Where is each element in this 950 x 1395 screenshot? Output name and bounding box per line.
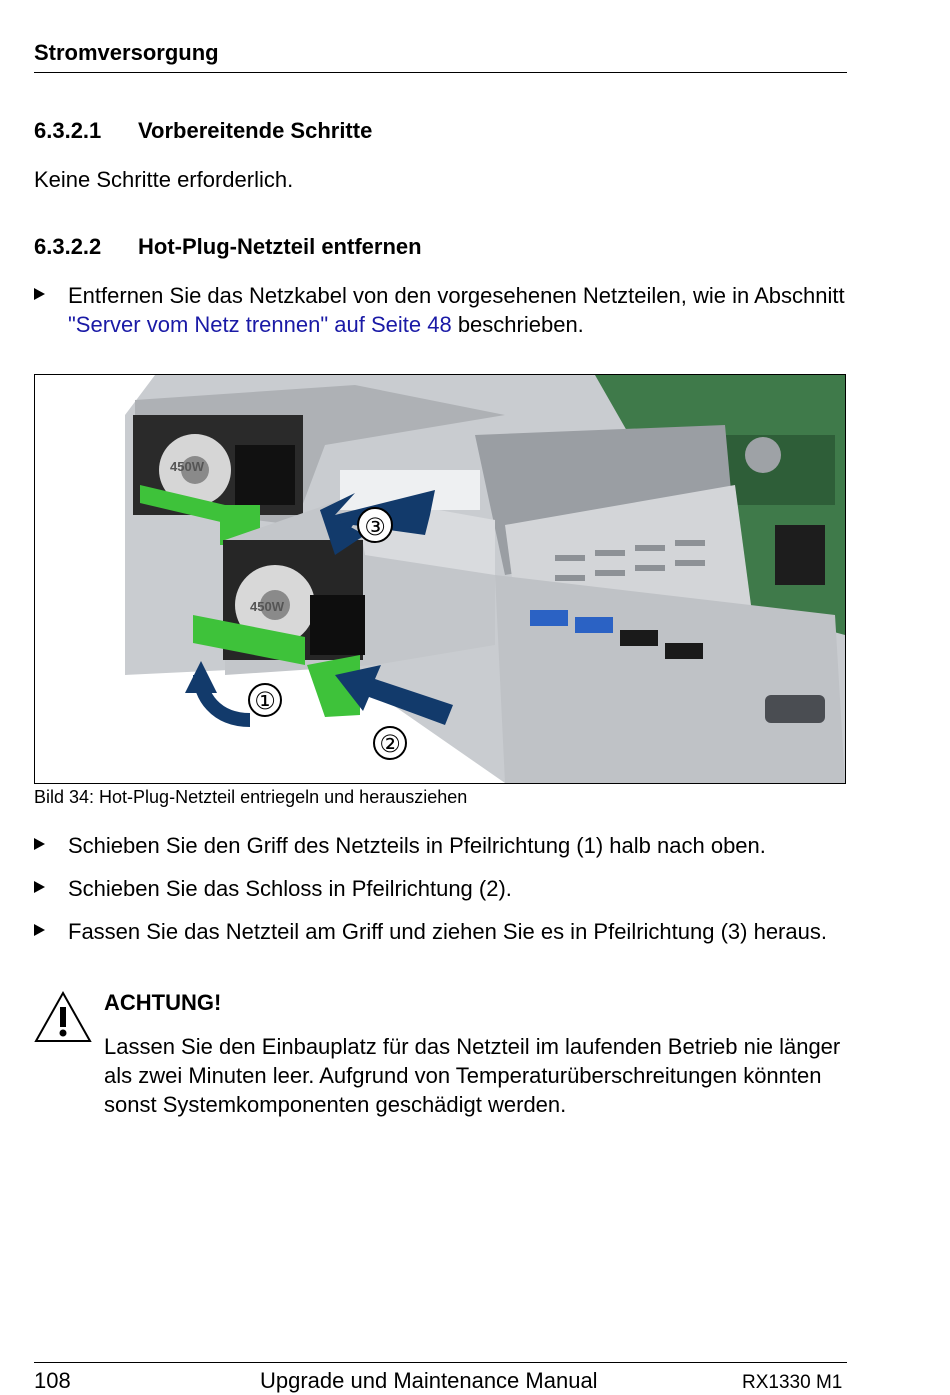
step-pull-out [34,917,846,946]
figure-psu-removal [34,374,846,784]
footer-model: RX1330 M1 [742,1372,843,1393]
step-handle-up [34,831,846,860]
cmos-battery [745,437,781,473]
cross-reference-link[interactable]: "Server vom Netz trennen" auf Seite 48 [68,312,452,337]
step-remove-cable [34,281,846,339]
usb-port [575,617,613,633]
usb-port [620,630,658,646]
step-text: Schieben Sie das Schloss in Pfeilrichtung (2). [68,876,512,901]
psu-rating-label: 450W [250,599,284,614]
section-text: Keine Schritte erforderlich. [34,167,294,192]
section-title: Vorbereitende Schritte [138,118,373,143]
step-text: Fassen Sie das Netzteil am Griff und ziehen Sie es in Pfeilrichtung (3) heraus. [68,919,827,944]
callout-2-label: ② [379,730,401,758]
bullet-arrow-icon [34,288,45,300]
usb-port [665,643,703,659]
callout-1-label: ① [254,687,276,715]
footer-title: Upgrade und Maintenance Manual [260,1368,598,1393]
section-number: 6.3.2.1 [34,118,102,143]
psu-illustration [35,375,845,783]
footer-rule [34,1362,847,1363]
running-header: Stromversorgung [34,40,219,65]
warning-triangle-icon [33,990,93,1045]
step-push-lock [34,874,846,903]
bullet-arrow-icon [34,881,45,893]
step-text: Schieben Sie den Griff des Netzteils in Pfeilrichtung (1) halb nach oben. [68,833,766,858]
section-number: 6.3.2.2 [34,234,102,259]
power-socket [310,595,365,655]
serial-port [765,695,825,723]
psu-rating-label: 450W [170,459,204,474]
step-text: beschrieben. [451,312,584,337]
section-heading-6-3-2-1 [34,118,834,146]
figure-caption: Bild 34: Hot-Plug-Netzteil entriegeln und herausziehen [34,787,468,807]
header-rule [34,72,847,73]
bullet-arrow-icon [34,838,45,850]
section-heading-6-3-2-2 [34,234,834,262]
step-text: Entfernen Sie das Netzkabel von den vorgesehenen Netzteilen, wie in Abschnitt [68,283,845,308]
callout-3-label: ③ [364,513,386,541]
section-title: Hot-Plug-Netzteil entfernen [138,234,422,259]
warning-title: ACHTUNG! [104,990,222,1015]
warning-text: Lassen Sie den Einbauplatz für das Netzteil im laufenden Betrieb nie länger als zwei Minuten leer. Aufgrund von Temperaturüberschreitungen könnten sonst Systemkomponenten geschädigt werden. [104,1034,841,1117]
usb-port [530,610,568,626]
page-number: 108 [34,1368,71,1393]
bullet-arrow-icon [34,924,45,936]
